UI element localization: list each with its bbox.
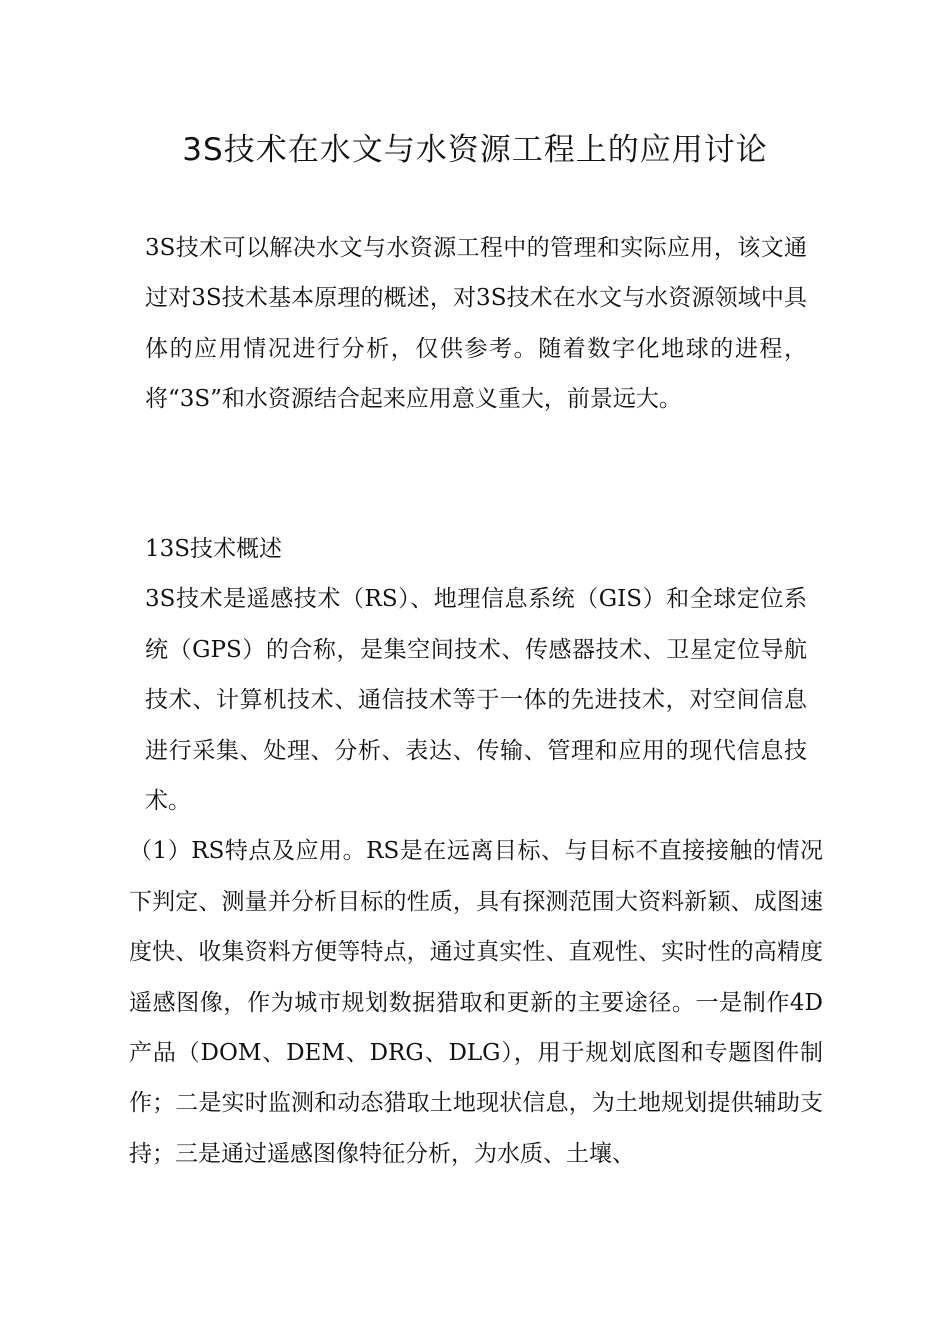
abstract-paragraph: 3S技术可以解决水文与水资源工程中的管理和实际应用，该文通过对3S技术基本原理的概述，对3S技术在水文与水资源领域中具体的应用情况进行分析，仅供参考。随着数字化地球的进程，将“3S”和水资源结合起来应用意义重大，前景远大。 (145, 235, 807, 413)
body-paragraph-2: （1）RS特点及应用。RS是在远离目标、与目标不直接接触的情况下判定、测量并分析目标的性质，具有探测范围大资料新颖、成图速度快、收集资料方便等特点，通过真实性、直观性、实时性的高精度遥感图像，作为城市规划数据猎取和更新的主要途径。一是制作4D产品（DOM、DEM、DRG、DLG），用于规划底图和专题图件制作；二是实时监测和动态猎取土地现状信息，为土地规划提供辅助支持；三是通过遥感图像特征分析，为水质、土壤、 (129, 838, 823, 1167)
section-heading: 13S技术概述 (145, 536, 283, 562)
abstract-block (145, 223, 807, 425)
document-title: 3S技术在水文与水资源工程上的应用讨论 (182, 132, 768, 168)
section-block (129, 524, 823, 1179)
body-paragraph-1: 3S技术是遥感技术（RS）、地理信息系统（GIS）和全球定位系统（GPS）的合称，是集空间技术、传感器技术、卫星定位导航技术、计算机技术、通信技术等于一体的先进技术，对空间信息进行采集、处理、分析、表达、传输、管理和应用的现代信息技术。 (145, 586, 807, 815)
